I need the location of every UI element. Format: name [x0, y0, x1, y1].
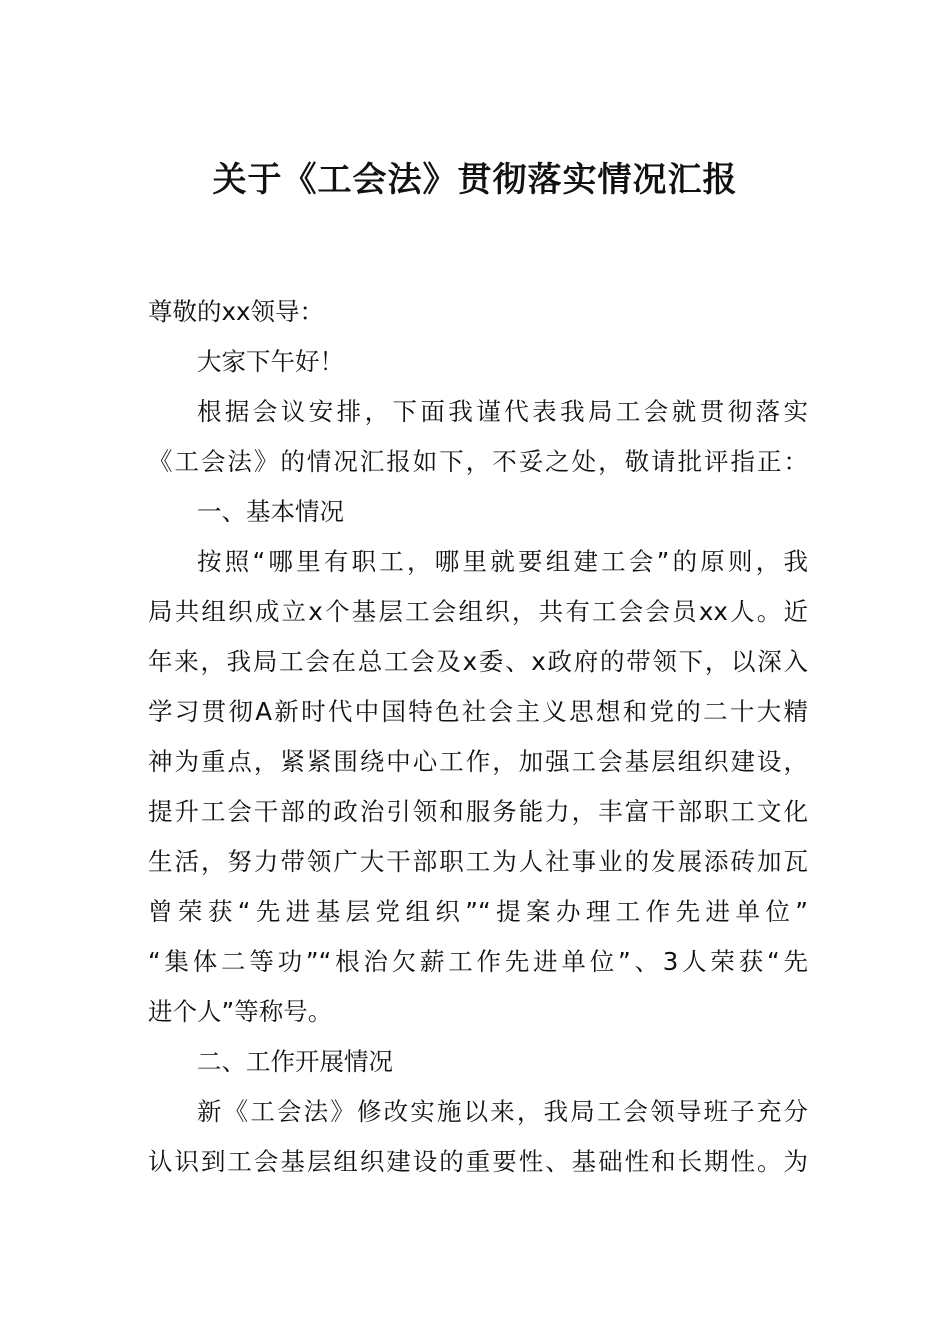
body-line: 局共组织成立x个基层工会组织，共有工会会员xx人。近 [148, 597, 808, 626]
body-line: 学习贯彻A新时代中国特色社会主义思想和党的二十大精 [148, 697, 808, 726]
section-heading: 一、基本情况 [197, 497, 344, 526]
body-line: 认识到工会基层组织建设的重要性、基础性和长期性。为 [148, 1147, 808, 1176]
document-title: 关于《工会法》贯彻落实情况汇报 [212, 160, 738, 200]
body-line: 提升工会干部的政治引领和服务能力，丰富干部职工文化 [148, 797, 808, 826]
body-line: “集体二等功”“根治欠薪工作先进单位”、3人荣获“先 [148, 947, 808, 976]
salutation: 尊敬的xx领导： [148, 297, 324, 326]
body-line: 《工会法》的情况汇报如下，不妥之处，敬请批评指正： [148, 447, 808, 476]
body-line: 根据会议安排，下面我谨代表我局工会就贯彻落实 [197, 397, 808, 426]
body-line: 进个人”等称号。 [148, 997, 333, 1026]
section-heading: 二、工作开展情况 [197, 1047, 393, 1076]
greeting: 大家下午好！ [197, 347, 344, 376]
body-line: 新《工会法》修改实施以来，我局工会领导班子充分 [197, 1097, 808, 1126]
body-line: 曾荣获“先进基层党组织”“提案办理工作先进单位” [148, 897, 808, 926]
body-line: 生活，努力带领广大干部职工为人社事业的发展添砖加瓦 [148, 847, 808, 876]
body-line: 按照“哪里有职工，哪里就要组建工会”的原则，我 [197, 547, 808, 576]
body-line: 年来，我局工会在总工会及x委、x政府的带领下，以深入 [148, 647, 808, 676]
body-line: 神为重点，紧紧围绕中心工作，加强工会基层组织建设， [148, 747, 808, 776]
